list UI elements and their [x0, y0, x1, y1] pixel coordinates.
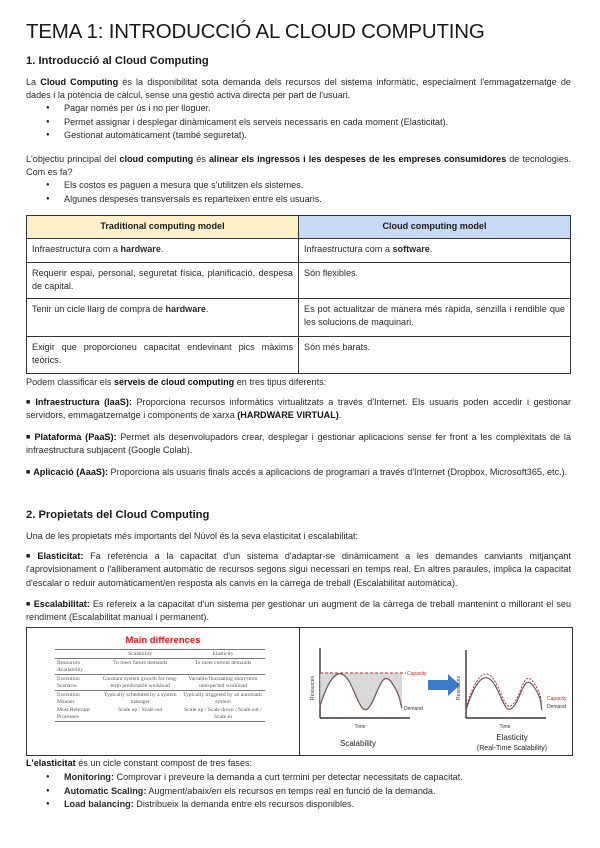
list-item: ● Gestionat automàticament (també seguretat). — [46, 129, 566, 143]
text: Proporciona recursos informàtics virtualitzats a través d'Internet. Els usuaris poden accedir i gestionar servidors, emmagatzematge i components de xarxa — [26, 397, 572, 421]
table-cell — [27, 337, 299, 374]
text: Són més barats. — [304, 342, 371, 352]
table-row — [55, 706, 265, 722]
square-bullet-icon: ■ — [26, 601, 31, 608]
scalability-caption: Scalability — [339, 739, 377, 748]
comparison-table — [26, 215, 571, 374]
table-cell: To meet current demands — [181, 659, 265, 675]
bold-text: hardware — [120, 244, 161, 254]
header-traditional: Traditional computing model — [27, 216, 299, 239]
table-header-row — [55, 650, 265, 659]
table-cell: Resources Availability — [55, 659, 100, 675]
scalability-elasticity-diagram — [300, 628, 572, 755]
table-row — [27, 239, 571, 263]
text: Podem classificar els — [26, 377, 114, 387]
table-cell: Scale up / Scale out — [100, 706, 181, 722]
text: Augment/abaix/en els recursos en temps real en funció de la demanda. — [146, 785, 436, 796]
bold-text: Elasticitat: — [37, 551, 84, 561]
table-cell: Typically scheduled by a system manager — [103, 692, 177, 705]
prop-scalability — [26, 598, 571, 625]
text: de tecnologies. Com es fa? — [26, 154, 571, 178]
list-item — [46, 798, 566, 812]
list-item — [46, 785, 566, 799]
text: Comprovar i preveure la demanda a curt termini per detectar necessitats de capacitat. — [114, 772, 463, 782]
square-bullet-icon: ■ — [26, 399, 33, 406]
text: en tres tipus diferents: — [234, 377, 327, 387]
header-cloud: Cloud computing model — [299, 216, 571, 239]
text: Exigir que proporcioneu capacitat endevinant pics màxims teòrics. — [32, 342, 293, 365]
column-header — [55, 650, 100, 659]
table-cell — [27, 263, 299, 299]
bold-text: cloud computing — [119, 154, 194, 164]
table-cell — [27, 299, 299, 337]
y-axis-label: Resources — [310, 676, 316, 700]
table-row — [55, 675, 265, 691]
list-item — [46, 771, 566, 785]
bold-text: (HARDWARE VIRTUAL) — [237, 410, 339, 421]
text: . — [205, 304, 209, 314]
text: . — [160, 244, 164, 254]
main-differences-figure — [27, 628, 300, 755]
column-header: Scalability — [100, 650, 181, 659]
list-item: ● Algunes despeses transversals es reparteixen entre els usuaris. — [46, 193, 566, 207]
table-header-row — [27, 216, 571, 239]
elasticity-subcaption: (Real-Time Scalability) — [476, 745, 548, 752]
table-cell: Typically triggered by an automatic system — [183, 692, 263, 705]
list-item: ● Els costos es paguen a mesura que s'utilitzen els sistemes. — [46, 179, 566, 193]
bold-text: Plataforma (PaaS): — [34, 432, 117, 442]
text: Proporciona als usuaris finals accés a aplicacions de programari a través d'Internet (Dropbox, Microsoft365, etc.). — [108, 467, 568, 477]
table-row — [55, 691, 265, 707]
objective-paragraph — [26, 153, 571, 180]
elasticity-cycle-paragraph — [26, 757, 571, 770]
service-paas — [26, 431, 571, 458]
objective-bullet-list — [46, 179, 566, 206]
table-cell: Scale up / Scale down / Scale out / Scale in — [181, 706, 265, 722]
main-differences-title: Main differences — [125, 635, 201, 646]
scalability-vs-elasticity-chart — [300, 628, 572, 755]
table-cell — [299, 239, 571, 263]
bold-text: Cloud Computing — [40, 77, 119, 87]
bold-text: Monitoring: — [64, 772, 114, 782]
intro-bullet-list — [46, 102, 566, 143]
service-aaas — [26, 466, 571, 479]
column-header: Elasticity — [181, 650, 265, 659]
square-bullet-icon: ■ — [26, 553, 35, 560]
list-item: ● Permet assignar i desplegar dinàmicament els serveis necessaris en cada moment (Elasticitat). — [46, 116, 566, 130]
figures-row — [26, 627, 573, 756]
table-row — [27, 337, 571, 374]
bold-text: serveis de cloud computing — [113, 377, 235, 387]
table-cell — [27, 239, 299, 263]
classify-paragraph — [26, 376, 571, 389]
table-cell: To meet future demands — [100, 659, 181, 675]
text: Es pot actualitzar de manera més ràpida, senzilla i rendible que les solucions de maquinari. — [304, 304, 565, 327]
bold-text: software — [392, 244, 430, 254]
section-2-heading: 2. Propietats del Cloud Computing — [26, 509, 210, 521]
text: Distribueix la demanda entre els recursos disponibles. — [133, 799, 355, 810]
section-1-heading: 1. Introducció al Cloud Computing — [26, 55, 209, 67]
table-cell: Variable/fluctuating short-term unexpected workload — [181, 675, 265, 691]
properties-intro: Una de les propietats més importants del Núvol és la seva elasticitat i escalabilitat: — [26, 531, 359, 541]
bold-text: alinear els ingressos i les despeses de les empreses consumidores — [208, 154, 507, 164]
text: . — [429, 244, 433, 254]
elasticity-caption: Elasticity — [496, 733, 528, 742]
table-cell: Constant system growth for long-term predictable workload — [100, 675, 181, 691]
bold-text: Infraestructura (IaaS): — [35, 397, 132, 407]
page-title: TEMA 1: INTRODUCCIÓ AL CLOUD COMPUTING — [26, 20, 485, 43]
x-axis-label: Time — [354, 724, 366, 730]
bold-text: Automatic Scaling: — [64, 785, 147, 796]
square-bullet-icon: ■ — [26, 469, 31, 476]
x-axis-label-right: Time — [499, 724, 511, 730]
bold-text: L'elasticitat — [26, 758, 76, 768]
bold-text: Load balancing: — [64, 799, 134, 810]
square-bullet-icon: ■ — [26, 434, 32, 441]
text: és un cicle constant compost de tres fases: — [75, 758, 253, 768]
demand-label-right: Demand — [547, 704, 566, 710]
text: és la disponibilitat sota demanda dels recursos del sistema informàtic, especialment l'emmagatzematge de dades i la potència de càlcul, sense una gestió activa directa per part de l'usuari. — [26, 77, 571, 101]
capacity-label: Capacity — [407, 671, 427, 677]
text: Es refereix a la capacitat d'un sistema per gestionar un augment de la càrrega de treball mantenint o millorant el seu rendiment (Escalabilitat manual i permanent). — [26, 599, 572, 623]
table-row — [27, 299, 571, 337]
text: Fa referència a la capacitat d'un sistema d'adaptar-se dinàmicament a les demandes canviants mitjançant l'aprovisionament o l'alliberament automàtic de recursos segons sigui necessari en temps real. En altres paraules, implica la capacitat d'escalar o reduir automàticament/en resposta als canvis en la càrrega de treball (Escalabilitat automàtica). — [26, 551, 571, 588]
text: Són flexibles. — [304, 268, 359, 278]
text: . — [338, 410, 342, 421]
y-axis-label-right: Resources — [456, 676, 462, 700]
bold-text: Escalabilitat: — [33, 599, 90, 609]
demand-label: Demand — [404, 706, 423, 712]
main-differences-table — [55, 649, 265, 722]
bold-text: hardware — [165, 304, 206, 314]
table-cell: Most Relevant Processes — [55, 706, 100, 722]
text: Infraestructura com a — [32, 244, 121, 254]
table-row — [55, 659, 265, 675]
phases-list — [46, 771, 566, 812]
list-item: ● Pagar només per ús i no per lloguer. — [46, 102, 566, 116]
table-cell — [299, 299, 571, 337]
table-cell — [299, 337, 571, 374]
table-cell: Execution Manner — [57, 692, 80, 705]
text: és — [193, 154, 209, 164]
intro-paragraph — [26, 76, 571, 103]
table-row — [27, 263, 571, 299]
text: L'objectiu principal del — [26, 154, 120, 164]
bold-text: Aplicació (AaaS): — [33, 467, 109, 477]
text: Requerir espai, personal, seguretat física, planificació, despesa de capital. — [32, 268, 293, 291]
text: Tenir un cicle llarg de compra de — [32, 304, 166, 314]
capacity-label-right: Capacity — [547, 696, 567, 702]
prop-elasticity — [26, 550, 571, 590]
table-cell — [299, 263, 571, 299]
text: Infraestructura com a — [304, 244, 393, 254]
text: Permet als desenvolupadors crear, desplegar i gestionar aplicacions sense fer front a les complexitats de la infraestructura subjacent (Google Colab). — [26, 432, 572, 456]
text: La — [26, 77, 41, 87]
service-iaas — [26, 396, 571, 423]
table-cell: Execution Scenario — [55, 675, 100, 691]
